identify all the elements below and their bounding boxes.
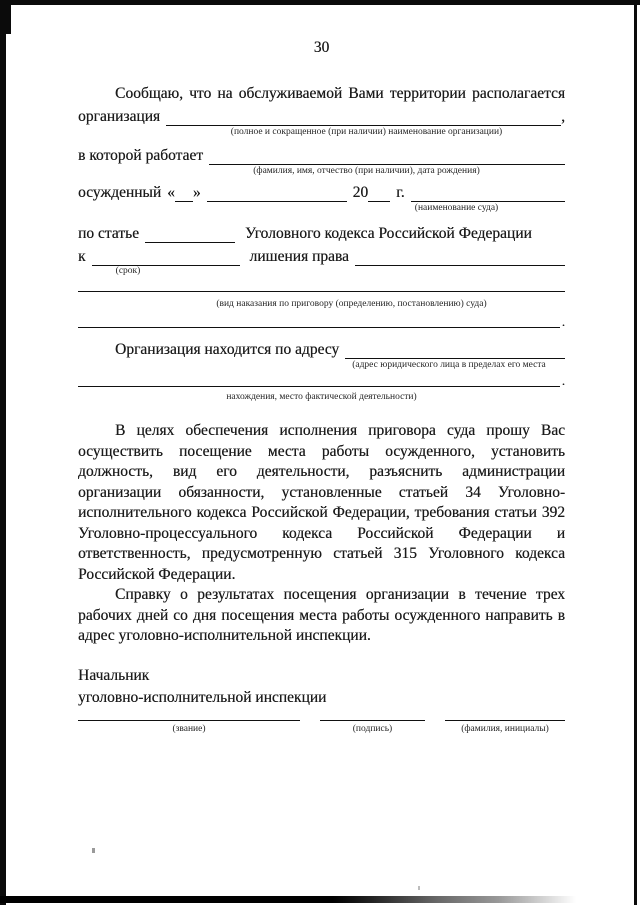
sentence-period: . [561,373,565,388]
quote-close: » [192,184,201,201]
sign-signature-block [320,720,425,735]
worker-blank-field [209,147,565,165]
year-prefix: 20 [352,184,369,201]
rank-signature-block [78,720,300,735]
sign-caption: (подпись) [352,723,393,734]
term-row [78,247,565,266]
address-caption-line1: (адрес юридического лица в пределах его места [352,360,546,370]
page-number: 30 [313,39,330,56]
article-label: по статье [78,225,139,242]
deprivation-label: лишения права [249,248,349,265]
scan-edge-right [634,0,637,905]
article-suffix: Уголовного кодекса Российской Федерации [244,225,532,242]
rank-caption: (звание) [172,723,206,734]
name-blank-field [445,720,565,721]
name-signature-block [445,720,565,735]
worker-label: в которой работает [78,147,204,164]
deprivation-blank-field [355,248,565,266]
document-content [78,5,565,735]
address-row [78,340,565,359]
scan-edge-left [0,0,6,905]
worker-caption: (фамилия, имя, отчество (при наличии), дата рождения) [253,166,480,176]
name-caption: (фамилия, инициалы) [461,723,549,734]
quote-open: « [167,184,175,201]
address-blank-field [345,341,565,359]
address-blank-field-2 [78,371,565,387]
article-row [78,224,565,243]
court-blank-field [411,184,565,202]
punishment-caption: (вид наказания по приговору (определению, постановлению) суда) [216,299,487,309]
address-caption-line2: нахождения, место фактической деятельности) [226,392,417,402]
month-blank-field [207,184,347,202]
punishment-blank-field-2 [78,312,565,328]
signatory-post-line2: уголовно-исполнительной инспекции [78,688,327,706]
convicted-label: осужденный [78,184,162,201]
organization-comma: , [561,108,565,125]
day-blank-field [175,184,193,202]
sign-blank-field [320,720,425,721]
organization-label: организация [78,108,161,125]
sentence-period: . [561,314,565,329]
scan-edge-bottom [0,896,640,903]
signatory-post-line1: Начальник [78,666,150,684]
worker-row [78,146,565,165]
year-blank-field [368,184,390,202]
scan-edge-left-corner [0,0,11,34]
punishment-blank-field [78,291,565,292]
blank-field [78,371,560,387]
scan-speck [418,886,420,890]
scan-speck [92,848,95,853]
article-blank-field [145,225,235,243]
organization-blank-field [166,108,561,126]
term-caption: (срок) [115,266,141,276]
to-label: к [78,248,86,265]
request-paragraph: В целях обеспечения исполнения приговора суда прошу Вас осуществить посещение места работы осужденного, установить должность, вид его деятельности, разъяснить администрации организации обязанности, установленные статьей 34 Уголовно-исполнительного кодекса Российской Федерации, требования статьи 392 Уголовно-процессуального кодекса Российской Федерации и ответственность, предусмотренную статьей 315 Уголовного кодекса Российской Федерации. [78,422,565,583]
blank-field [78,312,560,328]
address-label: Организация находится по адресу [115,341,340,358]
intro-sentence: Сообщаю, что на обслуживаемой Вами территории располагается [115,85,565,102]
signature-row [78,720,565,735]
organization-row [78,107,565,126]
rank-blank-field [78,720,300,721]
convicted-row [78,183,565,202]
term-blank-field [92,248,240,266]
year-suffix: г. [396,184,405,201]
report-paragraph: Справку о результатах посещения организации в течение трех рабочих дней со дня посещения места работы осужденного направить в адрес уголовно-исполнительной инспекции. [78,586,565,644]
court-caption: (наименование суда) [414,203,499,213]
organization-caption: (полное и сокращенное (при наличии) наименование организации) [230,127,503,137]
